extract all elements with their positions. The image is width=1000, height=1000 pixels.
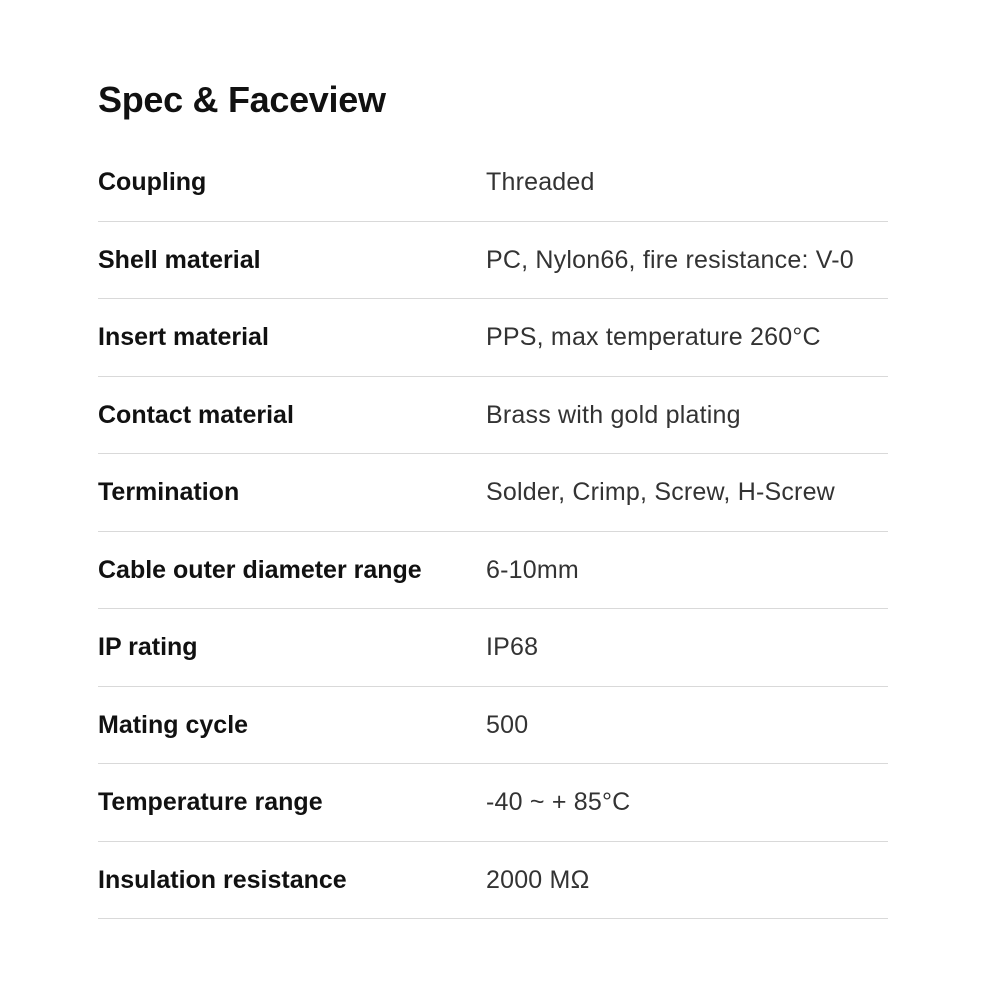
spec-value: 500: [486, 710, 529, 739]
spec-label: Temperature range: [98, 788, 323, 816]
spec-row-contact-material: [98, 377, 888, 455]
spec-row-cable-diameter: [98, 532, 888, 610]
spec-value: PC, Nylon66, fire resistance: V-0: [486, 245, 854, 274]
spec-value: Solder, Crimp, Screw, H-Screw: [486, 478, 835, 506]
spec-value: PPS, max temperature 260°C: [486, 323, 821, 351]
spec-row-insert-material: [98, 299, 888, 377]
spec-value: Brass with gold plating: [486, 400, 741, 429]
spec-label: Shell material: [98, 245, 261, 274]
spec-label: Cable outer diameter range: [98, 555, 422, 584]
spec-value: 6-10mm: [486, 555, 579, 584]
spec-label: IP rating: [98, 633, 198, 661]
spec-section: [98, 78, 888, 894]
spec-row-ip-rating: [98, 609, 888, 687]
spec-row-termination: [98, 454, 888, 532]
spec-value: -40 ~ + 85°C: [486, 788, 631, 816]
page-title: Spec & Faceview: [98, 79, 386, 120]
spec-value: Threaded: [486, 168, 595, 196]
spec-row-shell-material: [98, 222, 888, 300]
spec-label: Termination: [98, 478, 240, 506]
spec-label: Insulation resistance: [98, 865, 347, 894]
spec-row-coupling: [98, 144, 888, 222]
spec-table: [98, 144, 888, 919]
spec-row-insulation-resistance: [98, 842, 888, 920]
spec-label: Insert material: [98, 323, 269, 351]
spec-label: Mating cycle: [98, 710, 249, 739]
spec-value: IP68: [486, 633, 539, 661]
spec-row-temperature-range: [98, 764, 888, 842]
spec-label: Contact material: [98, 400, 294, 429]
spec-value: 2000 MΩ: [486, 865, 590, 894]
spec-row-mating-cycle: [98, 687, 888, 765]
spec-label: Coupling: [98, 168, 207, 196]
